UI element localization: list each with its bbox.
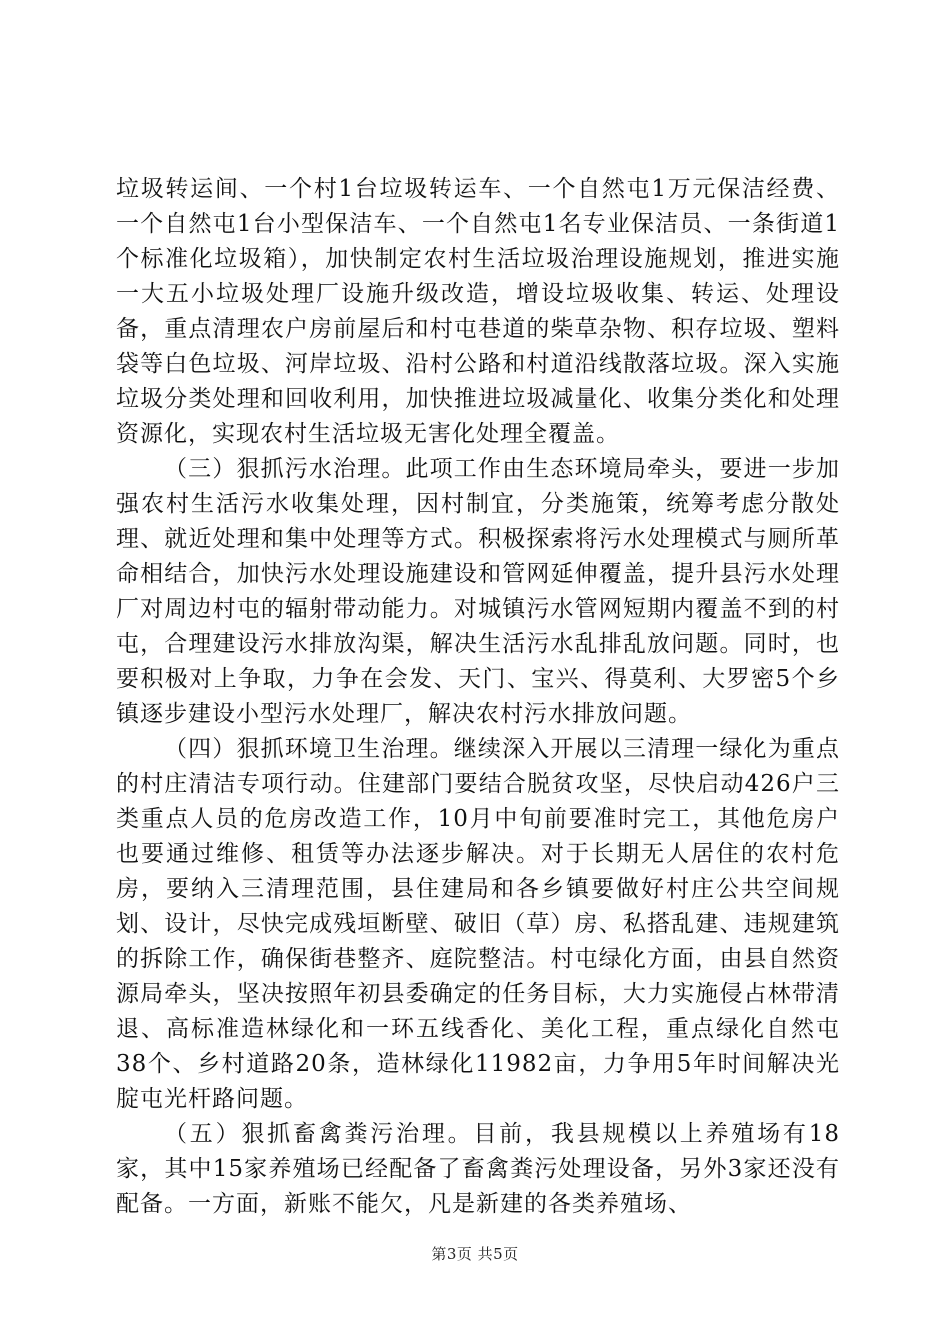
page-footer: 第3页 共5页	[431, 1245, 519, 1263]
paragraph-livestock-manure: （五）狠抓畜禽粪污治理。目前，我县规模以上养殖场有18家，其中15家养殖场已经配备了畜禽粪污处理设备，另外3家还没有配备。一方面，新账不能欠，凡是新建的各类养殖场、	[116, 1121, 840, 1217]
paragraph-garbage-continued: 垃圾转运间、一个村1台垃圾转运车、一个自然屯1万元保洁经费、一个自然屯1台小型保洁车、一个自然屯1名专业保洁员、一条街道1个标准化垃圾箱），加快制定农村生活垃圾治理设施规划，推进实施一大五小垃圾处理厂设施升级改造，增设垃圾收集、转运、处理设备，重点清理农户房前屋后和村屯巷道的柴草杂物、积存垃圾、塑料袋等白色垃圾、河岸垃圾、沿村公路和村道沿线散落垃圾。深入实施垃圾分类处理和回收利用，加快推进垃圾减量化、收集分类化和处理资源化，实现农村生活垃圾无害化处理全覆盖。	[116, 176, 840, 447]
document-body	[116, 172, 840, 1222]
paragraph-environmental-sanitation: （四）狠抓环境卫生治理。继续深入开展以三清理一绿化为重点的村庄清洁专项行动。住建部门要结合脱贫攻坚，尽快启动426户三类重点人员的危房改造工作，10月中旬前要准时完工，其他危房户也要通过维修、租赁等办法逐步解决。对于长期无人居住的农村危房，要纳入三清理范围，县住建局和各乡镇要做好村庄公共空间规划、设计，尽快完成残垣断壁、破旧（草）房、私搭乱建、违规建筑的拆除工作，确保街巷整齐、庭院整洁。村屯绿化方面，由县自然资源局牵头，坚决按照年初县委确定的任务目标，大力实施侵占林带清退、高标准造林绿化和一环五线香化、美化工程，重点绿化自然屯38个、乡村道路20条，造林绿化11982亩，力争用5年时间解决光腚屯光杆路问题。	[116, 736, 840, 1112]
paragraph-sewage-treatment: （三）狠抓污水治理。此项工作由生态环境局牵头，要进一步加强农村生活污水收集处理，因村制宜，分类施策，统筹考虑分散处理、就近处理和集中处理等方式。积极探索将污水处理模式与厕所革命相结合，加快污水处理设施建设和管网延伸覆盖，提升县污水处理厂对周边村屯的辐射带动能力。对城镇污水管网短期内覆盖不到的村屯，合理建设污水排放沟渠，解决生活污水乱排乱放问题。同时，也要积极对上争取，力争在会发、天门、宝兴、得莫利、大罗密5个乡镇逐步建设小型污水处理厂，解决农村污水排放问题。	[116, 456, 840, 727]
